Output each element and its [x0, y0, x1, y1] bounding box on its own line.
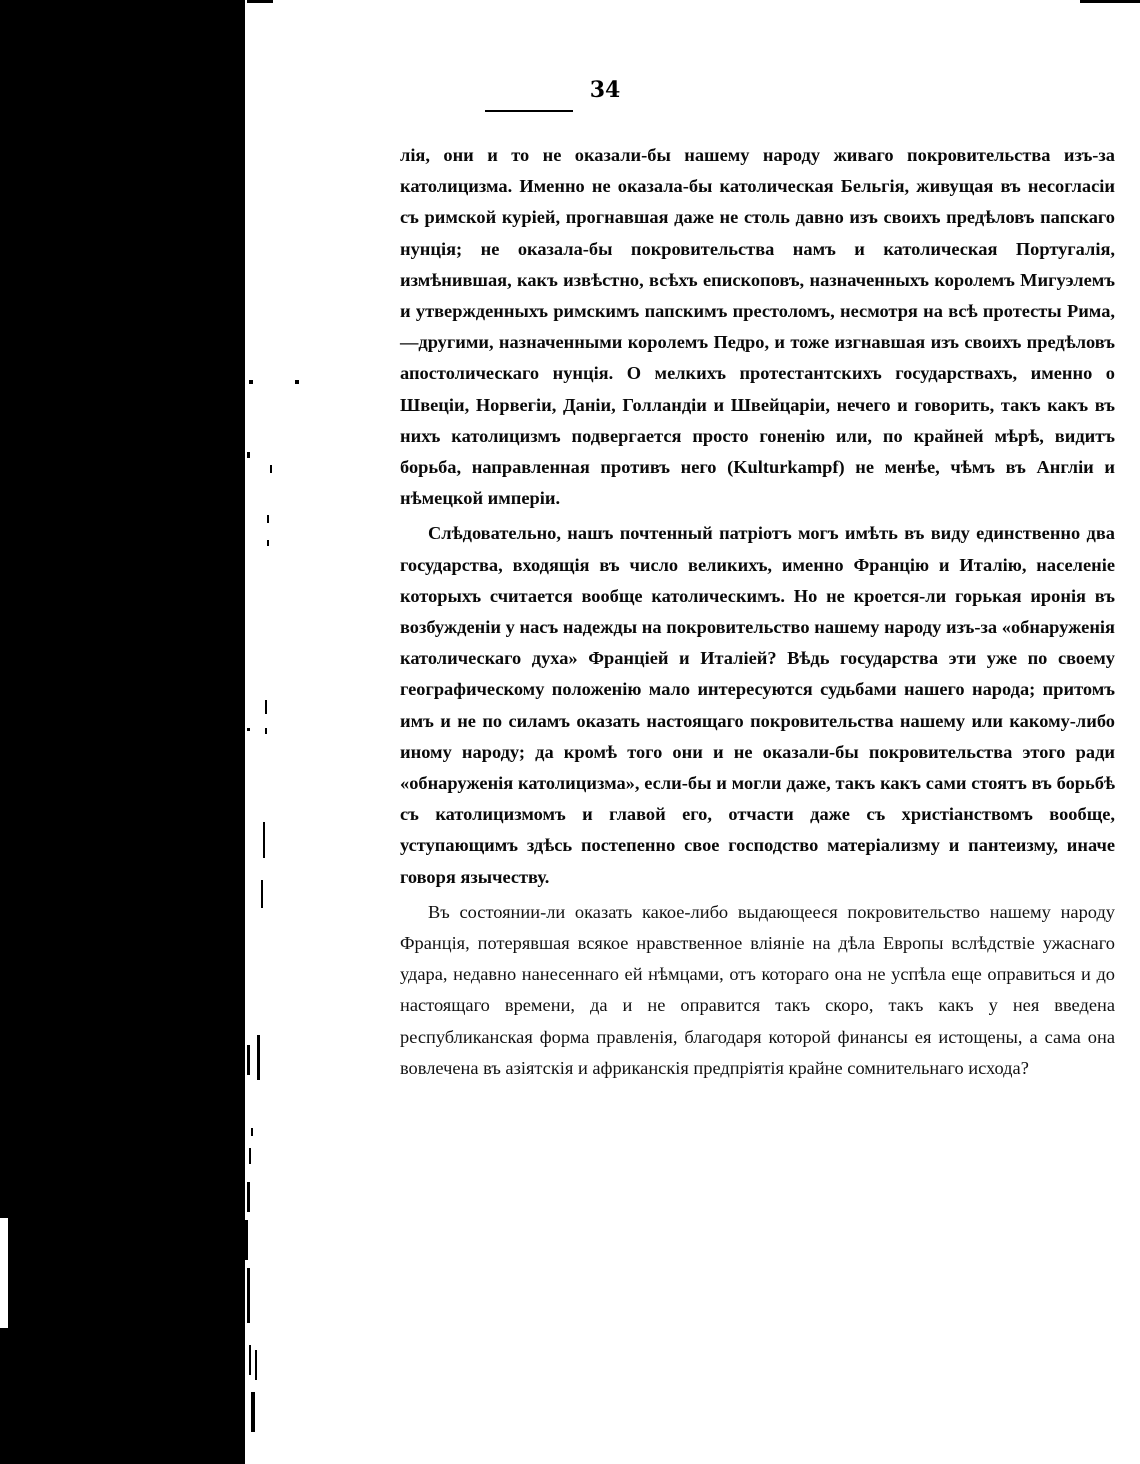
gutter-speck — [249, 1148, 251, 1164]
gutter-speck — [257, 1035, 260, 1080]
gutter-speck — [247, 1045, 250, 1075]
scan-top-edge-mark-right — [1080, 0, 1140, 3]
gutter-speck — [255, 1350, 257, 1380]
header-rule — [485, 110, 573, 112]
gutter-speck — [267, 515, 269, 523]
paragraph: лія, они и то не оказали-бы нашему народу живаго покровительства изъ-за католицизма. Именно не оказала-бы католическая Бельгія, живущая въ несогласіи съ римской куріей, прогнавшая даже не столь давно изъ своихъ предѣловъ папскаго нунція; не оказала-бы покровительства намъ и католическая Португалія, измѣнившая, какъ извѣстно, всѣхъ епископовъ, назначенныхъ королемъ Мигуэлемъ и утвержденныхъ римскимъ папскимъ престоломъ, несмотря на всѣ протесты Рима,—другими, назначенными королемъ Педро, и тоже изгнавшая изъ своихъ предѣловъ апостолическаго нунція. О мелкихъ протестантскихъ государствахъ, именно о Швеціи, Норвегіи, Даніи, Голландіи и Швейцаріи, нечего и говорить, такъ какъ въ нихъ католицизмъ подвергается просто гоненію или, по крайней мѣрѣ, видитъ борьба, направленная противъ него (Kulturkampf) не менѣе, чѣмъ въ Англіи и нѣмецкой имперіи. — [400, 145, 1115, 509]
gutter-speck — [261, 880, 263, 908]
gutter-speck — [247, 452, 250, 458]
gutter-speck — [295, 380, 299, 384]
page-number: 34 — [589, 77, 621, 103]
gutter-speck — [247, 728, 250, 731]
gutter-speck — [247, 1182, 250, 1212]
gutter-speck — [247, 1268, 250, 1323]
gutter-speck — [249, 1345, 251, 1375]
scan-dark-margin — [0, 0, 245, 1464]
gutter-speck — [251, 1128, 253, 1136]
gutter-speck — [249, 380, 253, 384]
paragraph: Слѣдовательно, нашъ почтенный патріотъ могъ имѣть въ виду единственно два государства, входящія въ число великихъ, именно Францію и Италію, населеніе которыхъ считается вообще католическимъ. Но не кроется-ли горькая иронія въ возбужденіи у насъ надежды на покровительство нашему народу изъ-за «обнаруженія католическаго духа» Франціей и Италіей? Вѣдь государства эти уже по своему географическому положенію мало интересуются судьбами нашего народа; притомъ имъ и не по силамъ оказать настоящаго покровительства нашему или какому-либо иному народу; да кромѣ того они и не оказали-бы покровительства этого ради «обнаруженія католицизма», если-бы и могли даже, такъ какъ сами стоятъ въ борьбѣ съ католицизмомъ и главой его, отчасти даже съ христіанствомъ вообще, уступающимъ здѣсь постепенно свое господство матеріализму и пантеизму, иначе говоря язычеству. — [400, 523, 1115, 887]
gutter-speck — [251, 1392, 255, 1432]
gutter-speck — [263, 822, 265, 858]
gutter-speck — [267, 540, 269, 546]
gutter-speck — [270, 465, 272, 473]
scan-top-edge-mark — [247, 0, 273, 3]
scan-margin-notch — [0, 1218, 8, 1328]
gutter-speck — [245, 1220, 248, 1260]
gutter-speck — [265, 728, 267, 734]
gutter-speck — [265, 700, 267, 714]
body-text — [400, 140, 1115, 1084]
paragraph: Въ состоянии-ли оказать какое-либо выдающееся покровительство нашему народу Франція, потерявшая всякое нравственное вліяніе на дѣла Европы вслѣдствіе ужаснаго удара, недавно нанесеннаго ей нѣмцами, отъ котораго она не успѣла еще оправиться и до настоящаго времени, да и не оправится такъ скоро, такъ какъ у нея введена республиканская форма правленія, благодаря которой финансы ея истощены, а сама она вовлечена въ азіятскія и африканскія предпріятія крайне сомнительнаго исхода? — [400, 901, 1115, 1078]
